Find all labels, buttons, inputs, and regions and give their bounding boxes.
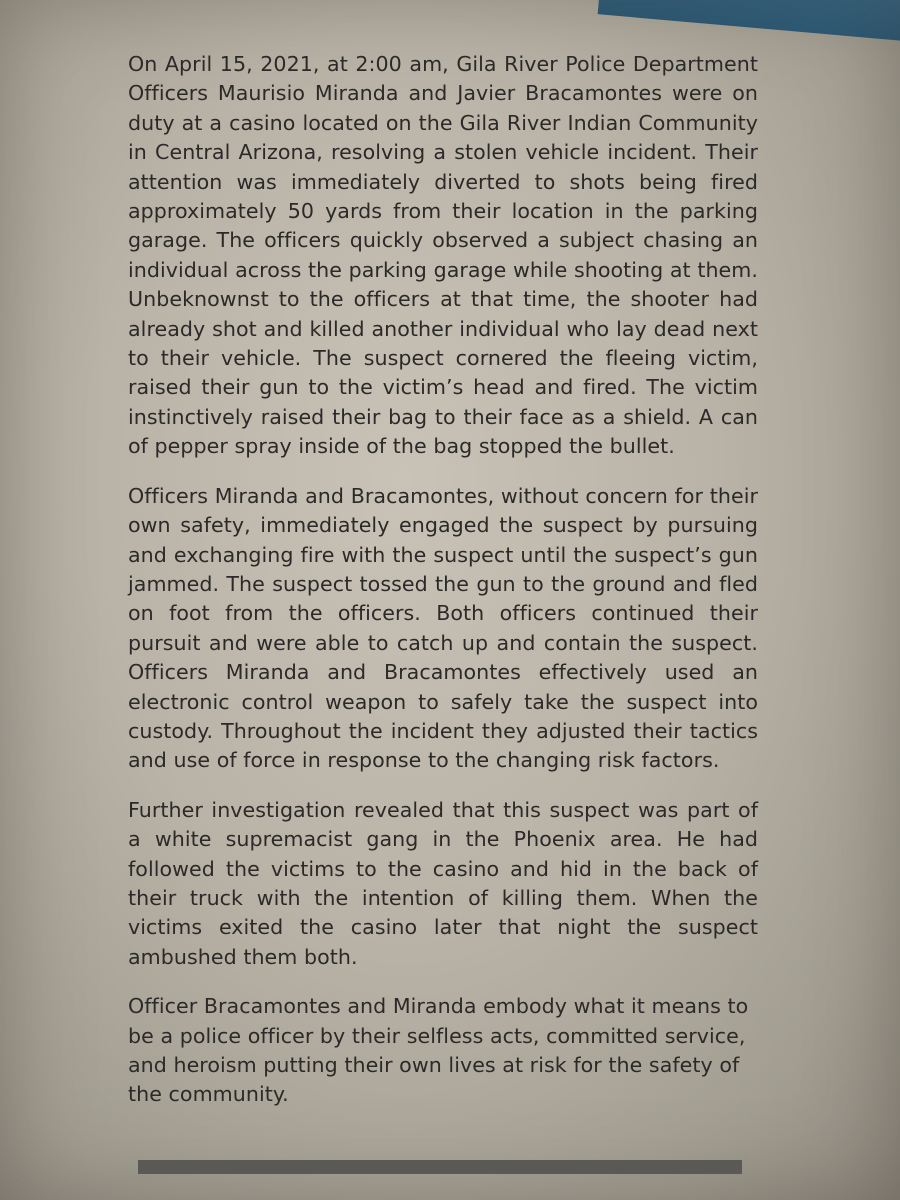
- paragraph-pursuit: Officers Miranda and Bracamontes, without concern for their own safety, immediately engaged the suspect by pursuing and exchanging fire with the suspect until the suspect’s gun jammed. The suspect tossed the gun to the ground and fled on foot from the officers. Both officers continued their pursuit and were able to catch up and contain the suspect. Officers Miranda and Bracamontes effectively used an electronic control weapon to safely take the suspect into custody. Throughout the incident they adjusted their tactics and use of force in response to the changing risk factors.: [128, 483, 758, 773]
- paragraph-investigation: Further investigation revealed that this suspect was part of a white supremacist gang in the Phoenix area. He had followed the victims to the casino and hid in the back of their truck with the intention of killing them. When the victims exited the casino later that night the suspect ambushed them both.: [128, 797, 758, 969]
- paragraph-conclusion: Officer Bracamontes and Miranda embody what it means to be a police officer by their selfless acts, committed service, and heroism putting their own lives at risk for the safety of the community.: [128, 994, 749, 1107]
- footer-rule: [138, 1160, 742, 1174]
- paragraph-incident: On April 15, 2021, at 2:00 am, Gila River Police Department Officers Maurisio Miranda and Javier Bracamontes were on duty at a casino located on the Gila River Indian Community in Central Arizona, resolving a stolen vehicle incident. Their attention was immediately diverted to shots being fired approximately 50 yards from their location in the parking garage. The officers quickly observed a subject chasing an individual across the parking garage while shooting at them. Unbeknownst to the officers at that time, the shooter had already shot and killed another individual who lay dead next to their vehicle. The suspect cornered the fleeing victim, raised their gun to the victim’s head and fired. The victim instinctively raised their bag to their face as a shield. A can of pepper spray inside of the bag stopped the bullet.: [128, 52, 758, 459]
- article-body: [128, 50, 758, 1130]
